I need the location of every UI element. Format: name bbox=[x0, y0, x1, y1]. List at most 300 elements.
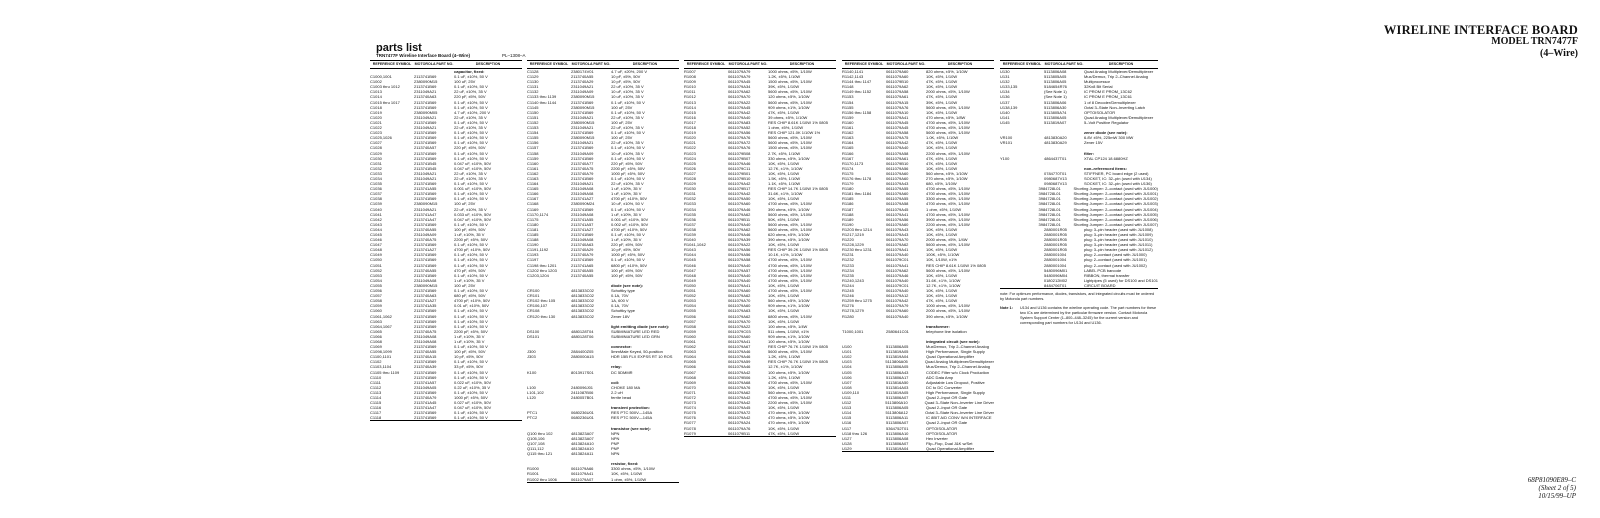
part-number: 2113741B69 bbox=[414, 410, 437, 416]
description: HDR 15B FLX EXPSS RT 10 ROS bbox=[611, 354, 673, 360]
reference-symbol: C1193 bbox=[527, 252, 539, 258]
reference-symbol: R1156 thru 1158 bbox=[842, 109, 872, 115]
description: 10K, ±5%, 1/10W bbox=[768, 242, 800, 248]
parts-rows bbox=[684, 69, 836, 436]
part-row bbox=[842, 446, 994, 451]
column-header bbox=[842, 60, 994, 69]
parts-rows bbox=[527, 69, 679, 482]
description: Multiprocessor bbox=[1084, 79, 1111, 85]
description: 0.1 uF, ±10%, 50 V bbox=[454, 181, 488, 187]
reference-symbol: R1061 bbox=[684, 338, 696, 344]
part-number: 0611079A43 bbox=[886, 181, 909, 187]
description: 10K, ±5%, 1/10W bbox=[926, 293, 958, 299]
description: 1 uF, ±10%, 35 V bbox=[454, 232, 485, 237]
description: Shorting Jumper: 2–contact (used with JU1004) bbox=[1073, 206, 1158, 212]
reference-symbol: C1115 bbox=[370, 400, 382, 406]
reference-symbol: R1055 bbox=[684, 308, 696, 314]
part-number: 4813833C02 bbox=[571, 298, 594, 304]
part-number: 4813830A20 bbox=[1044, 135, 1067, 141]
reference-symbol: R1039 bbox=[684, 232, 696, 237]
parts-column bbox=[684, 60, 836, 437]
parts-note: note: For optimum performance, diodes, transistors, and integrated circuits must be ordered by Motorola part numbers. bbox=[1000, 292, 1155, 302]
part-number: 5113806A43 bbox=[886, 369, 909, 375]
description: 2000 ohms, ±5%, 1/10W bbox=[926, 308, 970, 314]
column-end-rule bbox=[370, 420, 522, 421]
part-number: 2311049A21 bbox=[414, 175, 437, 181]
description: 0.1 uF, ±10%, 50 V bbox=[454, 389, 488, 395]
reference-symbol: R1245 bbox=[842, 288, 854, 294]
reference-symbol: R1030 bbox=[684, 186, 696, 192]
description: 10K, ±5%, 1/10W bbox=[926, 247, 958, 253]
description: 100 uF, 25V bbox=[611, 119, 633, 125]
description: Adjustable Low Dropout, Positive bbox=[926, 379, 985, 385]
part-number: 0611079A55 bbox=[886, 196, 909, 202]
part-number: 2113740A29 bbox=[571, 79, 594, 85]
part-number: 2113741B69 bbox=[414, 181, 437, 187]
description: 5600 ohms, ±5%, 1/10W bbox=[768, 140, 812, 146]
reference-symbol: J300 bbox=[527, 349, 536, 355]
description: 0.1 uF, ±10%, 50 V bbox=[454, 415, 488, 421]
reference-symbol: R1020 bbox=[684, 135, 696, 141]
reference-symbol: C1049 bbox=[370, 252, 382, 258]
description: transient protection: bbox=[611, 405, 650, 411]
reference-symbol: CR101 bbox=[527, 293, 540, 299]
reference-symbol: R1179 bbox=[842, 181, 854, 187]
description: RES CHIP 39.2K 1/10W 1% 0805 bbox=[768, 247, 828, 253]
description: 4700 ohms, ±5%, 1/10W bbox=[768, 272, 812, 278]
part-number: 0611079A70 bbox=[728, 298, 751, 304]
description: 4700 ohms, ±5%, 1/10W bbox=[768, 201, 812, 207]
reference-symbol: U117 bbox=[842, 425, 852, 431]
part-number: 2113740A77 bbox=[571, 160, 594, 166]
part-number: 0611079B17 bbox=[728, 186, 751, 192]
description: 5600 ohms, ±5%, 1/10W bbox=[768, 349, 812, 355]
reference-symbol: U112 bbox=[842, 400, 852, 406]
reference-symbol: CR106,107 bbox=[527, 303, 548, 309]
description: 0.1 uF, ±10%, 50 V bbox=[611, 257, 645, 263]
description: Hex Inverter bbox=[926, 435, 948, 441]
reference-symbol: R1234 bbox=[842, 267, 854, 273]
part-number: 2113741B69 bbox=[414, 288, 437, 294]
description: 32Kx8 Bit Serial bbox=[1084, 84, 1113, 90]
reference-symbol: R1175 bbox=[842, 170, 854, 176]
reference-symbol: R1062 bbox=[684, 344, 696, 350]
part-number: 0611079A45 bbox=[886, 119, 909, 125]
description: integrated circuit (see note): bbox=[926, 338, 980, 344]
reference-symbol: C1111 bbox=[370, 379, 381, 385]
part-number: 2311049A21 bbox=[414, 114, 437, 120]
reference-symbol: U134 bbox=[1000, 89, 1010, 95]
part-number: 0611079A41 bbox=[886, 262, 909, 268]
description: plug: 2–contact (used with JU1002) bbox=[1084, 262, 1147, 268]
reference-symbol: U106 bbox=[842, 374, 852, 380]
description: 909 ohms, ±1%, 1/10W bbox=[768, 303, 810, 309]
part-number: 2113741A27 bbox=[414, 247, 437, 253]
description: plug: 3–pin header (used with JU1008) bbox=[1084, 226, 1153, 232]
part-number: 0611079A60 bbox=[886, 69, 909, 74]
part-number: 8013917S01 bbox=[571, 369, 594, 375]
part-number: 2311049A21 bbox=[414, 125, 437, 131]
description: 909 ohms, ±1%, 1/10W bbox=[768, 333, 810, 339]
column-header bbox=[1000, 60, 1158, 69]
note-1 bbox=[1000, 306, 1158, 326]
reference-symbol: C1100,1101 bbox=[370, 354, 392, 360]
description: 120 ohms, ±5%, 1/10W bbox=[768, 94, 810, 100]
part-number: 2113740A55 bbox=[414, 226, 437, 232]
reference-symbol: C1129 bbox=[527, 74, 539, 80]
reference-symbol: U132 bbox=[1000, 79, 1010, 85]
header-description: DESCRIPTION bbox=[632, 62, 658, 66]
part-number: 2411087B06 bbox=[571, 389, 594, 395]
description: 100 uF, 25V bbox=[454, 201, 476, 207]
part-number: 0611079A60 bbox=[728, 288, 751, 294]
description: 47K, ±5%, 1/10W bbox=[926, 298, 958, 304]
reference-symbol: C1114 bbox=[370, 395, 382, 400]
reference-symbol: R1011 bbox=[684, 89, 696, 95]
reference-symbol: C1202 thru 1203 bbox=[527, 267, 557, 273]
description: 10K, ±5%, 1/10W bbox=[768, 282, 800, 288]
description: 0.1A, 70V bbox=[611, 293, 629, 299]
description: 22 uF, ±10%, 35 V bbox=[454, 114, 487, 120]
part-number: 0611079A43 bbox=[886, 232, 909, 237]
part-number: 2113741B69 bbox=[571, 99, 594, 105]
part-number: 2113741A27 bbox=[571, 196, 594, 202]
description: 12.7K, ±1%, 1/10W bbox=[768, 165, 803, 171]
part-number: 0611079A24 bbox=[728, 420, 751, 426]
description: 4700 ohms, ±5%, 1/10W bbox=[926, 186, 970, 192]
part-number: 0611079A62 bbox=[728, 211, 751, 217]
part-number: 0611079A62 bbox=[728, 313, 751, 319]
parts-column bbox=[527, 60, 679, 483]
reference-symbol: U133,135 bbox=[1000, 84, 1018, 90]
reference-symbol: L100 bbox=[527, 384, 536, 390]
description: CHOKE 180 MA bbox=[611, 384, 641, 390]
description: 100K, ±5%, 1/10W bbox=[926, 252, 960, 258]
reference-symbol: L101,102 bbox=[527, 389, 544, 395]
description: transformer: bbox=[926, 323, 950, 329]
description: 1000 ohms, ±5%, 1/10W bbox=[768, 69, 812, 74]
description: 2200 pF, ±5%, 50V bbox=[611, 165, 645, 171]
description: OPTOISOLATOR bbox=[926, 425, 958, 431]
reference-symbol: R1069 bbox=[684, 379, 696, 385]
board-title: WIRELINE INTERFACE BOARD bbox=[1383, 23, 1578, 37]
part-number: 2113741B69 bbox=[414, 74, 437, 80]
description: 100 uF, 25V bbox=[454, 282, 476, 288]
description: 6800 pF, ±10%, 50V bbox=[611, 262, 647, 268]
description: LABEL PCB barcode bbox=[1084, 267, 1122, 273]
part-number: 0611079A56 bbox=[886, 165, 909, 171]
part-number: 2380174V01 bbox=[571, 69, 594, 74]
description: 6800 ohms, ±5%, 1/10W bbox=[768, 313, 812, 319]
description: 10K, ±5%, 1/10W bbox=[768, 170, 800, 176]
description: IC PROM E PROM_13C61 bbox=[1084, 94, 1133, 100]
part-number: 2113740A57 bbox=[414, 145, 437, 151]
part-number: 0611079A75 bbox=[886, 135, 909, 141]
description: 2200 ohms, ±5%, 1/10W bbox=[926, 221, 970, 227]
part-number: 2113741B69 bbox=[414, 252, 437, 258]
description: Quad Analog Multiplexer/Demultiplexer bbox=[1084, 69, 1154, 74]
description: 2000 ohms, ±5%, 1/4W bbox=[926, 237, 968, 243]
reference-symbol: C1052 bbox=[370, 267, 382, 273]
description: 22 uF, ±10%, 35 V bbox=[454, 89, 487, 95]
description: 22 uF, ±10%, 35 V bbox=[611, 181, 644, 187]
part-number: 5113806A30 bbox=[1044, 104, 1067, 110]
part-number: 0611079A41 bbox=[571, 471, 594, 477]
description: NPN bbox=[611, 451, 620, 457]
description: 4700 pF, ±10%, 50V bbox=[454, 247, 490, 253]
part-number: 2113741A27 bbox=[414, 298, 437, 304]
header-part-number: MOTOROLA PART NO. bbox=[728, 62, 768, 66]
part-number: 0784770T01 bbox=[1044, 170, 1067, 176]
part-number: 2880001004 bbox=[1044, 257, 1067, 263]
part-row bbox=[527, 477, 679, 482]
description: 0.1 uF, ±10%, 50 V bbox=[454, 318, 488, 324]
description: 10 pF, ±5%, 50V bbox=[611, 74, 641, 80]
part-number: 0611079A60 bbox=[728, 333, 751, 339]
reference-symbol: C1102 bbox=[370, 359, 382, 365]
part-number: 0611079B07 bbox=[728, 155, 751, 161]
part-number: 0611079A70 bbox=[886, 237, 909, 243]
part-number: 0611079A40 bbox=[886, 288, 909, 294]
reference-symbol: R1056 bbox=[684, 313, 696, 319]
part-number: 0611079A58 bbox=[886, 201, 909, 207]
description: 12.7K, ±1%, 1/10W bbox=[768, 364, 803, 370]
description: 10K, ±5%, 1/10W bbox=[768, 160, 800, 166]
reference-symbol: R1029 bbox=[684, 181, 696, 187]
part-number: 0611079A42 bbox=[728, 191, 751, 197]
part-number: 5113806A08 bbox=[886, 435, 909, 441]
reference-symbol: R1188 bbox=[842, 211, 854, 217]
part-number: 0611079A42 bbox=[728, 181, 751, 187]
description: 0.1 uF, ±10%, 50 V bbox=[454, 196, 488, 202]
part-number: 0611079A62 bbox=[728, 293, 751, 299]
reference-symbol: R1186 bbox=[842, 201, 854, 207]
part-number: 2113741B69 bbox=[571, 145, 594, 151]
description: 5600 ohms, ±5%, 1/10W bbox=[768, 211, 812, 217]
part-number: 2113741B69 bbox=[414, 84, 437, 90]
reference-symbol: C1153 bbox=[527, 125, 539, 131]
description: 390 ohms, ±5%, 1/10W bbox=[768, 237, 810, 243]
description: 1000 pF, ±5%, 50V bbox=[611, 252, 645, 258]
part-number: 3984728L01 bbox=[1038, 211, 1061, 217]
description: 10K, ±5%, 1/10W bbox=[768, 384, 800, 390]
part-number: 0611079A45 bbox=[728, 104, 751, 110]
part-number: 0611079A45 bbox=[728, 79, 751, 85]
description: 4700 pF, ±10%, 50V bbox=[454, 298, 490, 304]
description: 10 uF, ±10%, 50 V bbox=[611, 201, 644, 207]
description: 2200 ohms, ±5%, 1/10W bbox=[926, 150, 970, 156]
reference-symbol: R1023 bbox=[684, 150, 696, 156]
part-number: 0611079A59 bbox=[728, 359, 751, 365]
reference-symbol: R1165 bbox=[842, 145, 854, 151]
part-number: 0611079A45 bbox=[886, 125, 909, 131]
part-number: 0611079A41 bbox=[728, 338, 751, 344]
part-number: 5113814A03 bbox=[886, 384, 909, 390]
part-number: 0611079A39 bbox=[728, 237, 751, 243]
reference-symbol: R1024 bbox=[684, 155, 696, 161]
description: 100 uF, 25V bbox=[454, 79, 476, 85]
description: OPTOISOLATOR bbox=[1084, 109, 1116, 115]
description: 1500 ohms, ±5%, 1/10W bbox=[768, 145, 812, 151]
description: RES CHIP 14.7K 1/10W 1% 0805 bbox=[768, 186, 828, 192]
reference-symbol: R1144 thru 1147 bbox=[842, 79, 872, 85]
part-number: 2113741B69 bbox=[414, 308, 437, 314]
description: Mux/Demux, Trip 2–Channel Analog bbox=[926, 364, 991, 370]
reference-symbol: R1149 thru 1152 bbox=[842, 89, 872, 95]
description: 4700 ohms, ±5%, 1/10W bbox=[768, 257, 812, 263]
part-number: 2311049A08 bbox=[571, 186, 594, 192]
description: 2000 ohms, ±5%, 1/10W bbox=[926, 89, 970, 95]
description: IC PROM E PROM_13C62 bbox=[1084, 89, 1133, 95]
part-number: 0611079A41 bbox=[886, 247, 909, 253]
reference-symbol: C1030 bbox=[370, 155, 382, 161]
reference-symbol: R1052 bbox=[684, 293, 696, 299]
reference-symbol: T1000,1001 bbox=[842, 328, 864, 334]
reference-symbol: R1001 bbox=[527, 471, 539, 477]
reference-symbol: R1032 bbox=[684, 196, 696, 202]
description: 2.7K, ±5%, 1/10W bbox=[768, 150, 801, 156]
reference-symbol: R1063 bbox=[684, 349, 696, 355]
reference-symbol: C1170,1174 bbox=[527, 211, 549, 217]
reference-symbol: R1053 bbox=[684, 298, 696, 304]
part-number: 2113740A75 bbox=[414, 328, 437, 334]
reference-symbol: C1191,1192 bbox=[527, 247, 549, 253]
reference-symbol: R1066 bbox=[684, 364, 696, 370]
description: 10K, ±5%, 1/10W bbox=[768, 308, 800, 314]
reference-symbol: R1170,1173 bbox=[842, 160, 864, 166]
description: 39K, ±5%, 1/10W bbox=[926, 99, 958, 105]
part-number: 0611079A58 bbox=[886, 150, 909, 156]
part-number: 0611079A15 bbox=[886, 99, 909, 105]
reference-symbol: R1059 bbox=[684, 328, 696, 334]
reference-symbol: C1112 bbox=[370, 384, 382, 390]
document-number: 68P81090E89–C bbox=[1527, 476, 1576, 484]
part-number: 0611079A42 bbox=[886, 140, 909, 146]
description: 909 ohms, ±1%, 1/10W bbox=[768, 104, 810, 110]
part-number: 0611079A63 bbox=[728, 308, 751, 314]
part-number: 2113741B69 bbox=[414, 140, 437, 146]
header-reference-symbol: REFERENCE SYMBOL bbox=[844, 62, 884, 66]
reference-symbol: C1033 bbox=[370, 170, 382, 176]
part-number: 0611079A60 bbox=[886, 221, 909, 227]
description: 3300 ohms, ±5%, 1/10W bbox=[611, 466, 655, 472]
reference-symbol: C1019 bbox=[370, 109, 382, 115]
part-number: 0611079A76 bbox=[728, 135, 751, 141]
description: 1500 ohms, ±5%, 1/10W bbox=[768, 79, 812, 85]
description: 1 ohm, ±5%, 1/10W bbox=[611, 476, 647, 482]
part-number: 5113806A05 bbox=[1044, 114, 1067, 120]
reference-symbol: C1203,1204 bbox=[527, 272, 549, 278]
part-number: 0611079B06 bbox=[728, 374, 751, 380]
part-number: 0611079A46 bbox=[728, 206, 751, 212]
reference-symbol: R1180 bbox=[842, 186, 854, 192]
part-number: 2113740A79 bbox=[571, 252, 594, 258]
reference-symbol: R1203 thru 1214 bbox=[842, 226, 872, 232]
part-number: 2113741B69 bbox=[571, 155, 594, 161]
part-number: 0611079A40 bbox=[728, 262, 751, 268]
part-number: 2880000A15 bbox=[571, 354, 594, 360]
reference-symbol: R1167 bbox=[842, 155, 854, 161]
description: 10.1K, ±1%, 1/10W bbox=[768, 252, 803, 258]
part-number: 0611079A46 bbox=[728, 354, 751, 360]
description: DC to DC Converter bbox=[926, 384, 962, 390]
part-number: 4880128T06 bbox=[571, 333, 594, 339]
description: 5mmMale Keyed, 50-position bbox=[611, 349, 663, 355]
header-part-number: MOTOROLA PART NO. bbox=[1044, 62, 1084, 66]
part-number: 2113740A39 bbox=[414, 364, 437, 370]
reference-symbol: R1155 bbox=[842, 104, 854, 110]
part-number: 2113741B69 bbox=[414, 130, 437, 136]
parts-column bbox=[842, 60, 994, 452]
part-number: 2311049A21 bbox=[571, 181, 594, 187]
reference-symbol: C1128 bbox=[527, 69, 539, 74]
part-number: 5480096M04 bbox=[1044, 272, 1068, 278]
description: 47K, ±5%, 1/10W bbox=[768, 109, 800, 115]
description: 0.1 uF, ±10%, 50 V bbox=[611, 109, 645, 115]
reference-symbol: R1220 bbox=[842, 237, 854, 243]
description: 0.1 uF, ±10%, 50 V bbox=[611, 99, 645, 105]
description: 10K, ±5%, 1/10W bbox=[926, 84, 958, 90]
description: 4.7 uF, ±10%, 200 V bbox=[454, 109, 490, 115]
description: 1.0K, ±5%, 1/10W bbox=[926, 135, 959, 141]
part-number: 0611079A10 bbox=[886, 109, 909, 115]
reference-symbol: R1232 bbox=[842, 257, 854, 263]
part-number: 0611079A46 bbox=[728, 232, 751, 237]
reference-symbol: R1280 bbox=[842, 313, 854, 319]
description: 1 uF, ±10%, 35 V bbox=[454, 277, 485, 283]
part-number: 5113805A05 bbox=[1044, 74, 1067, 80]
reference-symbol: C1168 bbox=[527, 201, 539, 207]
description: XTAL CP124 18.6880HZ bbox=[1084, 155, 1128, 161]
part-number: 0611079B10 bbox=[728, 175, 751, 181]
description: 0.047 uF, ±10%, 50V bbox=[454, 160, 492, 166]
description: 0.002 uF, ±10%, 50V bbox=[611, 221, 649, 227]
part-number: 0611079A50 bbox=[728, 196, 751, 202]
reference-symbol: R1051 bbox=[684, 288, 696, 294]
part-number: 4813824A10 bbox=[571, 445, 594, 451]
reference-symbol: C1018 bbox=[370, 104, 382, 110]
part-number: 2113741B69 bbox=[414, 415, 437, 421]
reference-symbol: C1057 bbox=[370, 293, 382, 299]
part-number: 4813833C02 bbox=[571, 308, 594, 314]
description: ferrite bead bbox=[611, 395, 632, 400]
part-number: 2113741B69 bbox=[414, 155, 437, 161]
part-number: 2880001004 bbox=[1044, 252, 1067, 258]
part-number: 2113741B69 bbox=[414, 272, 437, 278]
part-number: 0611079A62 bbox=[886, 267, 909, 273]
reference-symbol: C1065 bbox=[370, 328, 382, 334]
part-number: 2113741B69 bbox=[414, 150, 437, 156]
reference-symbol: CR120 thru 130 bbox=[527, 313, 556, 319]
description: 10K, ±5%, 1/10W bbox=[768, 318, 800, 324]
part-number: 2113741A45 bbox=[414, 400, 437, 406]
part-number: 2311049A21 bbox=[414, 89, 437, 95]
part-number: 0611079A58 bbox=[728, 257, 751, 263]
reference-symbol: U118 thru 126 bbox=[842, 430, 868, 436]
description: CODEC Filter w/o Clock Production bbox=[926, 369, 990, 375]
description: filter: bbox=[1084, 150, 1094, 156]
reference-symbol: C1116 bbox=[370, 405, 382, 411]
reference-symbol: PTC2 bbox=[527, 415, 538, 421]
description: 22 uF, ±10%, 35 V bbox=[454, 206, 487, 212]
description: 270 ohms, ±5%, 1/10W bbox=[926, 175, 968, 181]
reference-symbol: R1018 bbox=[684, 125, 696, 131]
part-number: 2311049A08 bbox=[571, 191, 594, 197]
description: 0.001 uF, ±10%, 50V bbox=[454, 186, 492, 192]
reference-symbol: U141 bbox=[1000, 114, 1010, 120]
description: 0.1 uF, ±10%, 50 V bbox=[454, 130, 488, 136]
reference-symbol: C1069 bbox=[370, 344, 382, 350]
